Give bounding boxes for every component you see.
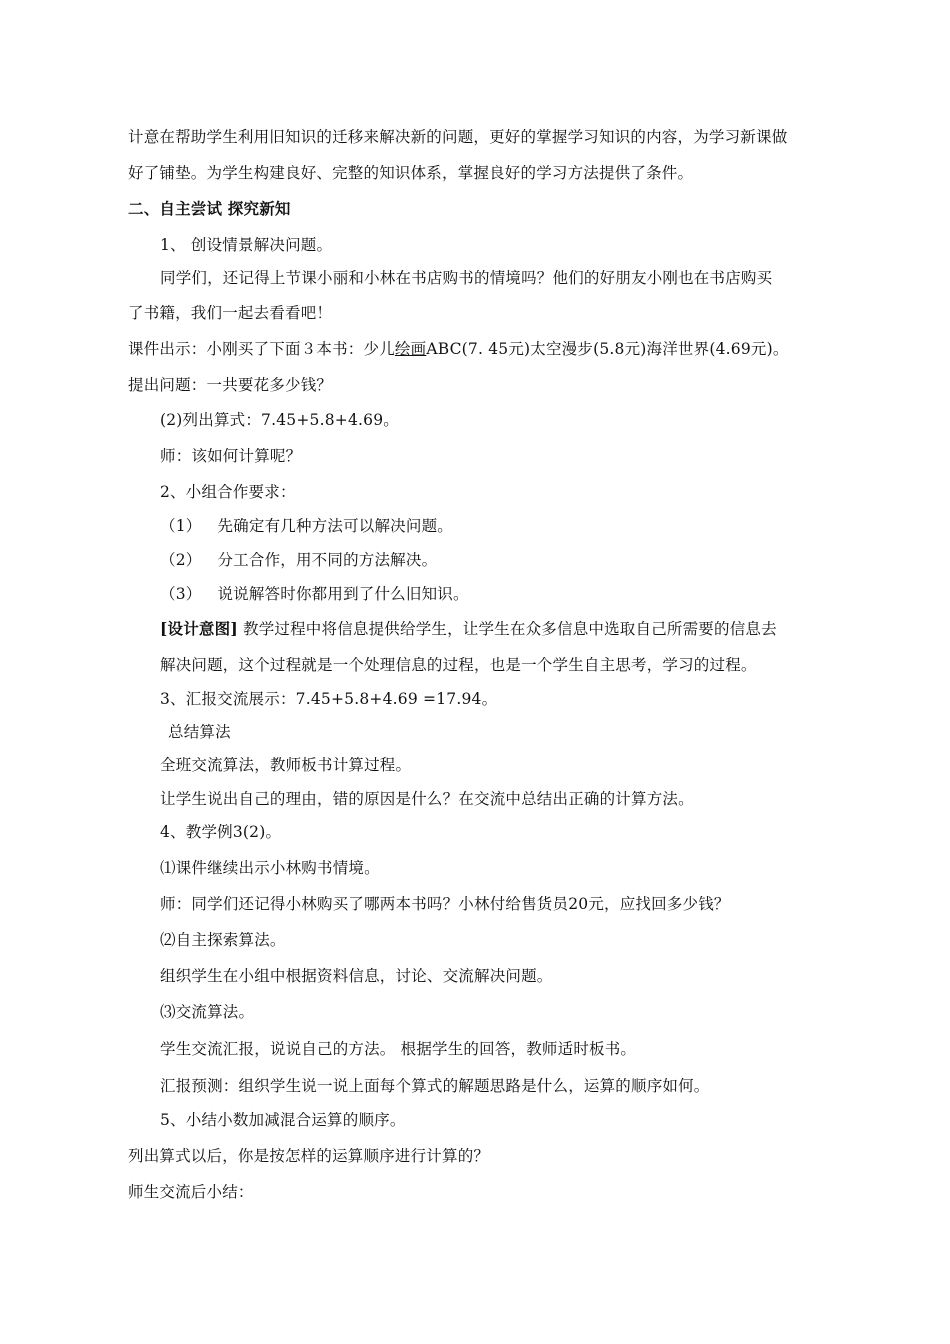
students-reason: 让学生说出自己的理由，错的原因是什么？在交流中总结出正确的计算方法。 [160,790,694,808]
story-paragraph-line-2: 了书籍，我们一起去看看吧！ [128,304,333,322]
step-3-title: 3、汇报交流展示：7.45+5.8+4.69 =17.94。 [160,690,498,708]
requirement-2 [160,550,437,570]
sub-step-2: ⑵自主探索算法。 [160,931,286,949]
requirement-2-number: （2） [160,551,202,569]
organize-line: 组织学生在小组中根据资料信息，讨论、交流解决问题。 [160,967,553,985]
summary-method: 总结算法 [168,723,231,741]
sub-step-1: ⑴课件继续出示小林购书情境。 [160,859,380,877]
requirement-3 [160,584,469,604]
design-intent-text-1: 教学过程中将信息提供给学生，让学生在众多信息中选取自己所需要的信息去 [237,620,777,638]
question-line: 提出问题：一共要花多少钱？ [128,376,333,394]
after-formula-question: 列出算式以后，你是按怎样的运算顺序进行计算的？ [128,1147,490,1165]
intro-paragraph-line-2: 好了铺垫。为学生构建良好、完整的知识体系，掌握良好的学习方法提供了条件。 [128,164,694,182]
step-5-title: 5、小结小数加减混合运算的顺序。 [160,1111,406,1129]
courseware-line [128,339,789,359]
intro-paragraph-line-1: 计意在帮助学生利用旧知识的迁移来解决新的问题，更好的掌握学习知识的内容，为学习新课做 [128,128,788,146]
teacher-question-1: 师：该如何计算呢？ [160,447,302,465]
design-intent-line-1 [160,619,777,639]
step-4-title: 4、教学例3(2)。 [160,823,282,841]
courseware-text-post: ABC(7. 45元)太空漫步(5.8元)海洋世界(4.69元)。 [426,340,789,358]
predict-line: 汇报预测：组织学生说一说上面每个算式的解题思路是什么，运算的顺序如何。 [160,1077,710,1095]
formula-line: (2)列出算式：7.45+5.8+4.69。 [160,411,400,429]
requirement-1-text: 先确定有几种方法可以解决问题。 [217,517,453,535]
requirement-2-text: 分工合作，用不同的方法解决。 [217,551,438,569]
step-2-title: 2、小组合作要求： [160,483,296,501]
report-line: 学生交流汇报，说说自己的方法。 根据学生的回答，教师适时板书。 [160,1040,637,1058]
class-exchange: 全班交流算法，教师板书计算过程。 [160,756,412,774]
section-heading: 二、自主尝试 探究新知 [128,199,291,218]
teacher-summary-line: 师生交流后小结： [128,1183,254,1201]
requirement-3-text: 说说解答时你都用到了什么旧知识。 [217,585,469,603]
design-intent-line-2: 解决问题，这个过程就是一个处理信息的过程，也是一个学生自主思考，学习的过程。 [160,656,757,674]
requirement-1-number: （1） [160,517,202,535]
requirement-3-number: （3） [160,585,202,603]
sub-step-3: ⑶交流算法。 [160,1003,255,1021]
teacher-question-2: 师：同学们还记得小林购买了哪两本书吗？小林付给售货员20元，应找回多少钱？ [160,895,730,913]
courseware-text-pre: 课件出示：小刚买了下面３本书：少儿 [128,340,395,358]
design-intent-label: [设计意图] [160,619,238,638]
step-1-title: 1、 创设情景解决问题。 [160,236,333,254]
story-paragraph-line-1: 同学们，还记得上节课小丽和小林在书店购书的情境吗？他们的好朋友小刚也在书店购买 [160,269,773,287]
courseware-underlined-word: 绘画 [394,340,427,358]
requirement-1 [160,516,453,536]
